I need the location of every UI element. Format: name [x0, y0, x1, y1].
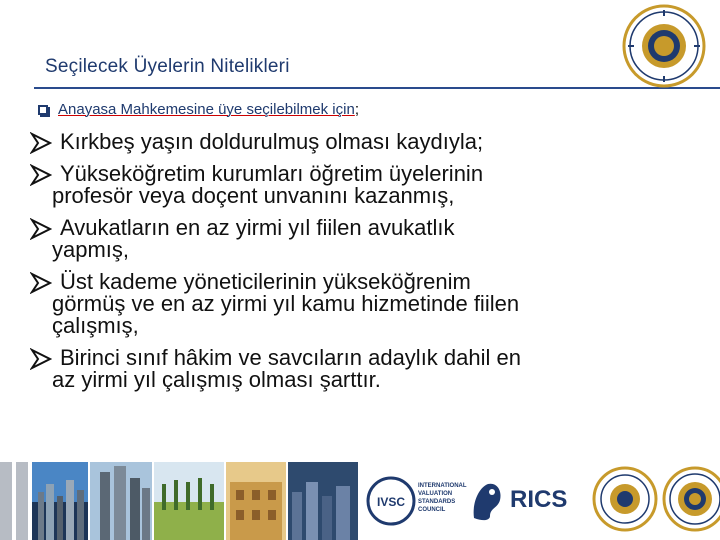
requirement-line: çalışmış, [52, 313, 139, 338]
requirement-item [30, 163, 680, 207]
partner-seal-icon [592, 466, 658, 532]
ivsc-logo-icon [366, 476, 416, 526]
landscape-photo-icon [154, 462, 224, 540]
footer-side-bars [0, 462, 28, 540]
intro-suffix: ; [354, 101, 359, 118]
requirement-line: Üst kademe yöneticilerinin yükseköğrenim [60, 269, 471, 294]
intro-text: Anayasa Mahkemesine üye seçilebilmek için [58, 101, 355, 118]
ivsc-caption-line: STANDARDS [418, 499, 456, 505]
footer-bar [0, 462, 12, 540]
requirement-line: Kırkbeş yaşın doldurulmuş olması kaydıyla; [60, 129, 484, 154]
requirement-item [30, 217, 680, 261]
arrow-bullet-icon [30, 272, 52, 294]
requirement-line: az yirmi yıl çalışmış olması şarttır. [52, 367, 381, 392]
ivsc-caption [418, 482, 467, 514]
university-seal-small-icon [662, 466, 720, 532]
ivsc-caption-line: INTERNATIONAL [418, 483, 467, 489]
requirement-line: Avukatların en az yirmi yıl fiilen avukatlık [60, 215, 455, 240]
arrow-bullet-icon [30, 348, 52, 370]
requirement-line: görmüş ve en az yirmi yıl kamu hizmetinde fiilen [52, 291, 520, 316]
footer-bar [16, 462, 28, 540]
ivsc-caption-line: VALUATION [418, 491, 453, 497]
arrow-bullet-icon [30, 132, 52, 154]
city-night-photo-icon [288, 462, 358, 540]
intro-line [38, 101, 359, 118]
rics-lion-icon [468, 478, 506, 524]
requirement-line: Birinci sınıf hâkim ve savcıların adaylık dahil en [60, 345, 521, 370]
skyscraper-photo-icon [90, 462, 152, 540]
requirement-item [30, 347, 680, 391]
ivsc-caption-line: COUNCIL [418, 507, 446, 513]
footer-logos [360, 462, 720, 540]
requirement-line: Yükseköğretim kurumları öğretim üyelerinin [60, 161, 484, 186]
left-margin [0, 0, 36, 90]
requirement-line: profesör veya doçent unvanını kazanmış, [52, 183, 455, 208]
building-photo-icon [226, 462, 286, 540]
checkbox-bullet-icon [38, 105, 48, 115]
university-seal-icon [622, 4, 706, 88]
slide-title: Seçilecek Üyelerin Nitelikleri [45, 56, 290, 77]
arrow-bullet-icon [30, 218, 52, 240]
ivsc-label: IVSC [376, 495, 406, 509]
requirement-item [30, 271, 680, 337]
rics-label: RICS [510, 486, 568, 513]
requirement-item [30, 131, 680, 153]
requirement-line: yapmış, [52, 237, 130, 262]
arrow-bullet-icon [30, 164, 52, 186]
requirements-list [30, 131, 680, 401]
city-photo-icon [32, 462, 88, 540]
title-divider [34, 87, 720, 89]
